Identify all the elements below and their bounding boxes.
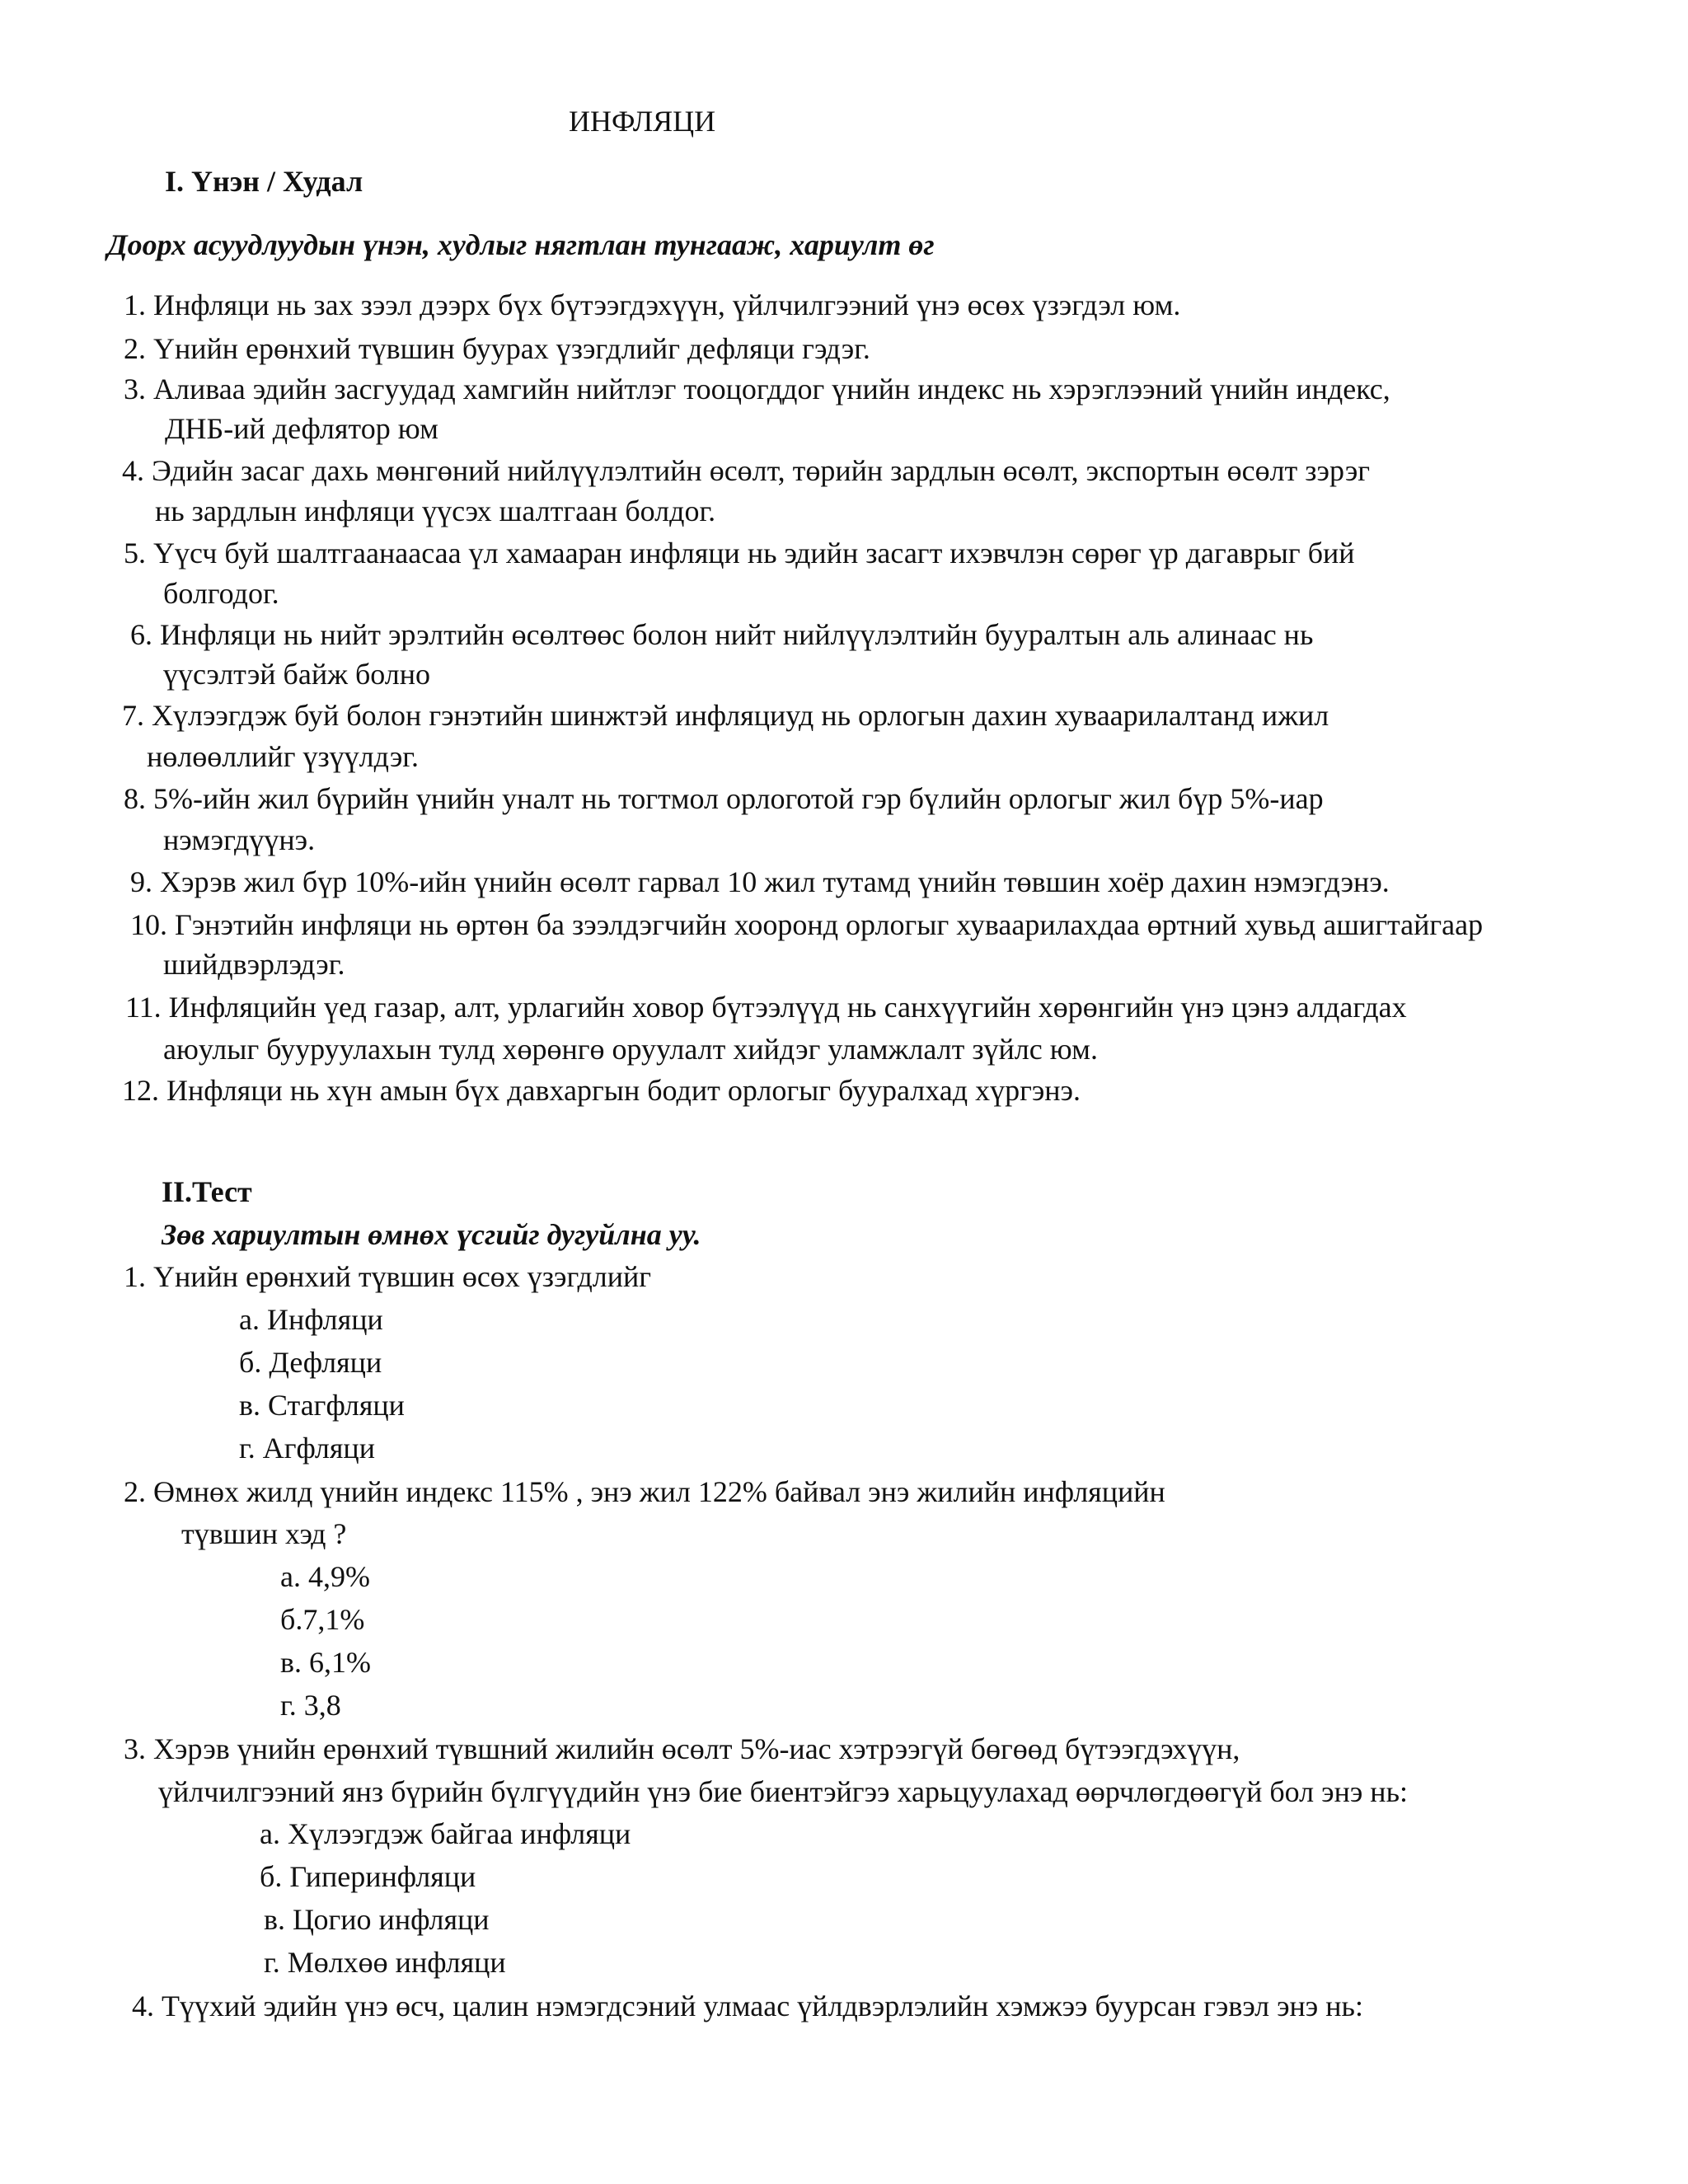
statement-5: 5. Үүсч буй шалтгаанаасаа үл хамааран инфляци нь эдийн засагт ихэвчлэн сөрөг үр дагаврыг бий (124, 537, 1355, 569)
question-4: 4. Түүхий эдийн үнэ өсч, цалин нэмэгдсэний улмаас үйлдвэрлэлийн хэмжээ буурсан гэвэл энэ нь: (132, 1990, 1363, 2022)
statement-5-cont: болгодог. (163, 577, 279, 610)
statement-8-cont: нэмэгдүүнэ. (163, 823, 316, 856)
question-3: 3. Хэрэв үнийн ерөнхий түвшний жилийн өсөлт 5%-иас хэтрээгүй бөгөөд бүтээгдэхүүн, (124, 1732, 1240, 1765)
question-2-option-b[interactable]: б.7,1% (280, 1603, 365, 1636)
statement-6: 6. Инфляци нь нийт эрэлтийн өсөлтөөс болон нийт нийлүүлэлтийн бууралтын аль алинаас нь (130, 618, 1314, 651)
page-title: ИНФЛЯЦИ (569, 105, 716, 138)
question-1-option-a[interactable]: а. Инфляци (239, 1303, 383, 1336)
statement-7: 7. Хүлээгдэж буй болон гэнэтийн шинжтэй инфляциуд нь орлогын дахин хуваарилалтанд ижил (122, 699, 1329, 732)
statement-6-cont: үүсэлтэй байж болно (163, 658, 431, 691)
statement-12: 12. Инфляци нь хүн амын бүх давхаргын бодит орлогыг бууралхад хүргэнэ. (122, 1074, 1081, 1107)
question-3-cont: үйлчилгээний янз бүрийн бүлгүүдийн үнэ бие биентэйгээ харьцуулахад өөрчлөгдөөгүй бол энэ нь: (158, 1775, 1408, 1808)
question-2: 2. Өмнөх жилд үнийн индекс 115% , энэ жил 122% байвал энэ жилийн инфляцийн (124, 1475, 1165, 1508)
question-3-option-b[interactable]: б. Гиперинфляци (260, 1860, 476, 1893)
statement-11-cont: аюулыг бууруулахын тулд хөрөнгө оруулалт хийдэг уламжлалт зүйлс юм. (163, 1033, 1098, 1066)
section-instruction-true-false: Доорх асуудлуудын үнэн, худлыг нягтлан тунгааж, хариулт өг (107, 228, 935, 261)
section-heading-true-false: I. Үнэн / Худал (165, 165, 363, 198)
question-1-option-v[interactable]: в. Стагфляци (239, 1389, 405, 1422)
statement-4-cont: нь зардлын инфляци үүсэх шалтгаан болдог. (155, 494, 716, 527)
question-1-option-g[interactable]: г. Агфляци (239, 1432, 375, 1465)
statement-2: 2. Үнийн ерөнхий түвшин буурах үзэгдлийг дефляци гэдэг. (124, 332, 870, 365)
question-1: 1. Үнийн ерөнхий түвшин өсөх үзэгдлийг (124, 1260, 652, 1293)
statement-10: 10. Гэнэтийн инфляци нь өртөн ба зээлдэгчийн хооронд орлогыг хуваарилахдаа өртний хувьд ашигтайгаар (130, 908, 1484, 941)
statement-9: 9. Хэрэв жил бүр 10%-ийн үнийн өсөлт гарвал 10 жил тутамд үнийн төвшин хоёр дахин нэмэгдэнэ. (130, 865, 1390, 898)
question-3-option-v[interactable]: в. Цогио инфляци (264, 1903, 490, 1936)
question-1-option-b[interactable]: б. Дефляци (239, 1346, 382, 1379)
question-3-option-a[interactable]: а. Хүлээгдэж байгаа инфляци (260, 1817, 631, 1850)
statement-3-cont: ДНБ-ий дефлятор юм (165, 412, 438, 445)
statement-10-cont: шийдвэрлэдэг. (163, 948, 345, 981)
question-2-option-a[interactable]: а. 4,9% (280, 1560, 370, 1593)
statement-1: 1. Инфляци нь зах зээл дээрх бүх бүтээгдэхүүн, үйлчилгээний үнэ өсөх үзэгдэл юм. (124, 288, 1181, 321)
statement-7-cont: нөлөөллийг үзүүлдэг. (147, 740, 420, 773)
statement-11: 11. Инфляцийн үед газар, алт, урлагийн ховор бүтээлүүд нь санхүүгийн хөрөнгийн үнэ цэнэ алдагдах (125, 991, 1407, 1024)
question-3-option-g[interactable]: г. Мөлхөө инфляци (264, 1946, 506, 1979)
section-heading-test: II.Тест (162, 1175, 252, 1208)
statement-4: 4. Эдийн засаг дахь мөнгөний нийлүүлэлтийн өсөлт, төрийн зардлын өсөлт, экспортын өсөлт зэрэг (122, 454, 1371, 487)
statement-8: 8. 5%-ийн жил бүрийн үнийн уналт нь тогтмол орлоготой гэр бүлийн орлогыг жил бүр 5%-иар (124, 782, 1324, 815)
question-2-option-v[interactable]: в. 6,1% (280, 1646, 371, 1679)
question-2-cont: түвшин хэд ? (181, 1517, 347, 1550)
statement-3: 3. Аливаа эдийн засгуудад хамгийн нийтлэг тооцогддог үнийн индекс нь хэрэглээний үнийн индекс, (124, 373, 1390, 405)
section-instruction-test: Зөв хариултын өмнөх үсгийг дугуйлна уу. (162, 1218, 701, 1251)
question-2-option-g[interactable]: г. 3,8 (280, 1689, 341, 1722)
